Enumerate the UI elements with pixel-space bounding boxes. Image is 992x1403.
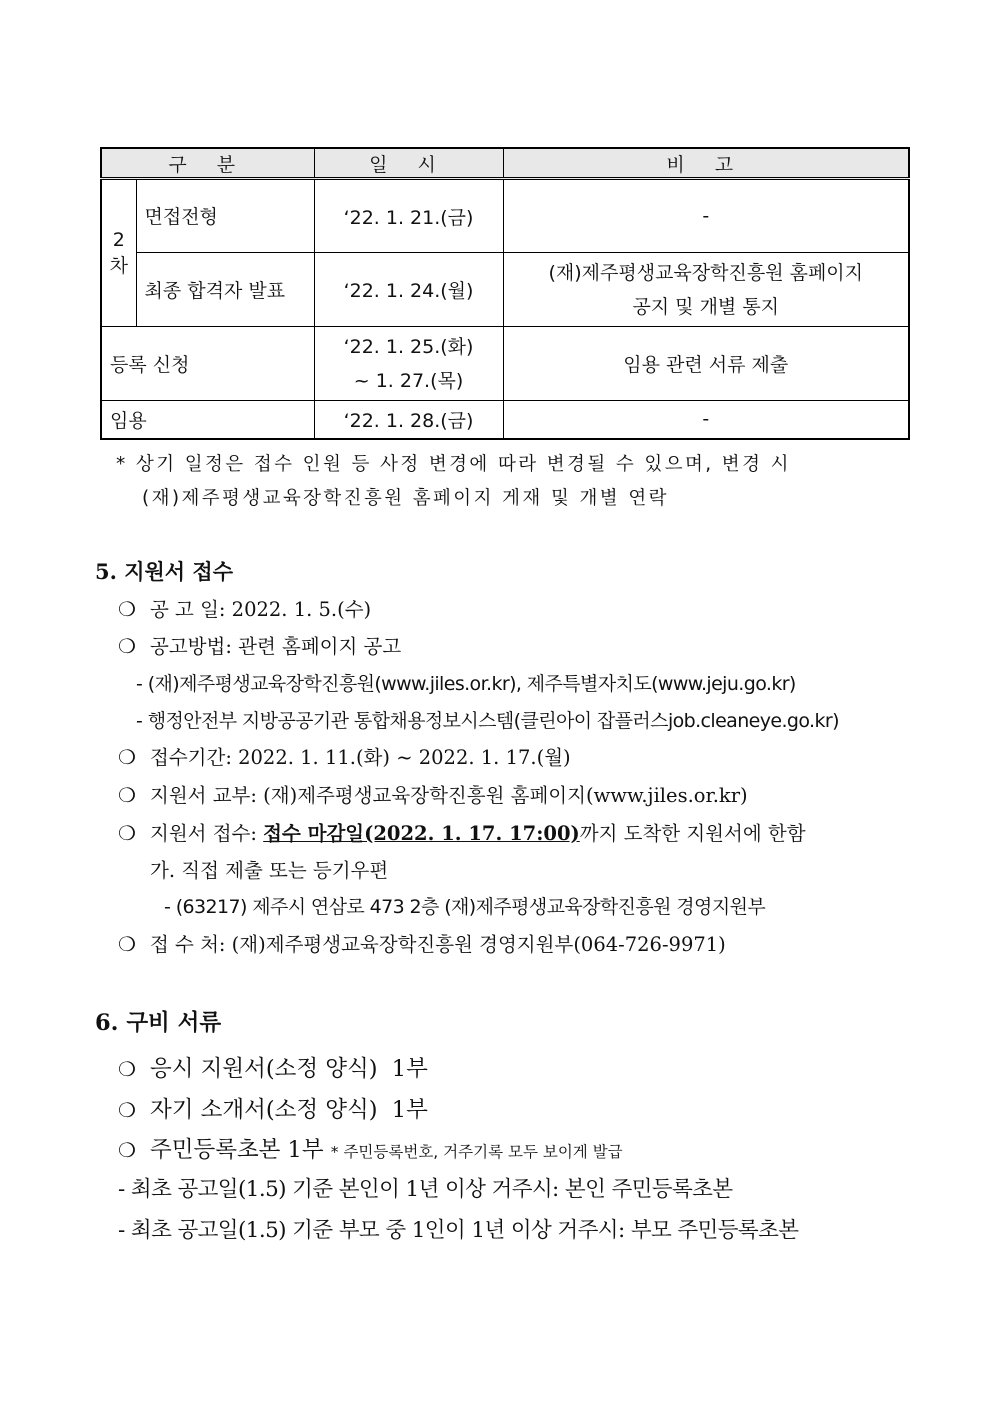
list-item: [118, 1092, 428, 1124]
table-note-line2: (재)제주평생교육장학진흥원 홈페이지 게재 및 개별 연락: [142, 488, 669, 509]
row-date-line1: ‘22. 1. 25.(화): [343, 335, 474, 358]
row-note: [503, 253, 909, 327]
header-date: 일 시: [314, 148, 503, 179]
bullet-icon: ❍: [118, 634, 136, 658]
row-note-line2: 공지 및 개별 통지: [632, 295, 780, 318]
list-item: [118, 1132, 623, 1164]
row-date: ‘22. 1. 24.(월): [314, 253, 503, 327]
bullet-icon: ❍: [118, 932, 136, 956]
schedule-table: [100, 147, 910, 440]
row-name: 임용: [101, 401, 314, 439]
row-date: ‘22. 1. 21.(금): [314, 179, 503, 253]
row-name: 면접전형: [136, 179, 314, 253]
list-item: [118, 929, 726, 957]
item-note: * 주민등록번호, 거주기록 모두 보이게 발급: [330, 1143, 623, 1161]
row-note-line1: (재)제주평생교육장학진흥원 홈페이지: [548, 261, 864, 284]
table-row: [101, 327, 909, 401]
row-note: 임용 관련 서류 제출: [503, 327, 909, 401]
row-note: -: [503, 179, 909, 253]
header-remarks: 비 고: [503, 148, 909, 179]
table-row: [101, 401, 909, 439]
list-item: [118, 818, 806, 846]
deadline-text: 접수 마감일(2022. 1. 17. 17:00): [263, 822, 580, 845]
sub-item: - 최초 공고일(1.5) 기준 본인이 1년 이상 거주시: 본인 주민등록초본: [118, 1177, 733, 1202]
bullet-icon: ❍: [118, 745, 136, 769]
row-date-line2: ~ 1. 27.(목): [353, 369, 464, 392]
list-item: [118, 594, 371, 622]
bullet-icon: ❍: [118, 1138, 136, 1162]
stage-text: 2 차: [109, 229, 128, 277]
bullet-icon: ❍: [118, 821, 136, 845]
row-note: -: [503, 401, 909, 439]
header-category: 구 분: [101, 148, 314, 179]
row-date: [314, 327, 503, 401]
item-text: 공 고 일: 2022. 1. 5.(수): [150, 598, 372, 621]
bullet-icon: ❍: [118, 597, 136, 621]
stage-label: [101, 179, 136, 327]
table-row: [101, 179, 909, 253]
item-text: 까지 도착한 지원서에 한함: [579, 822, 806, 845]
list-item: [118, 1051, 428, 1083]
bullet-icon: ❍: [118, 783, 136, 807]
section6-title: 6. 구비 서류: [95, 1010, 222, 1036]
item-text: 공고방법: 관련 홈페이지 공고: [150, 635, 402, 658]
table-note-line1: * 상기 일정은 접수 인원 등 사정 변경에 따라 변경될 수 있으며, 변경 시: [116, 454, 791, 475]
item-text: 주민등록초본 1부: [150, 1137, 324, 1163]
row-name: 최종 합격자 발표: [136, 253, 314, 327]
item-text: 접수기간: 2022. 1. 11.(화) ~ 2022. 1. 17.(월): [150, 746, 571, 769]
list-item: [118, 742, 571, 770]
list-item: [118, 780, 748, 808]
sub-item: - 최초 공고일(1.5) 기준 부모 중 1인이 1년 이상 거주시: 부모 주민등록초본: [118, 1218, 799, 1243]
item-text: 자기 소개서(소정 양식) 1부: [150, 1097, 428, 1123]
sub-item: - 행정안전부 지방공공기관 통합채용정보시스템(클린아이 잡플러스job.cleaneye.go.kr): [136, 710, 839, 732]
table-header-row: [101, 148, 909, 179]
row-date: ‘22. 1. 28.(금): [314, 401, 503, 439]
item-text: 접 수 처: (재)제주평생교육장학진흥원 경영지원부(064-726-9971): [150, 933, 726, 956]
bullet-icon: ❍: [118, 1057, 136, 1081]
table-row: [101, 253, 909, 327]
list-item: [118, 631, 401, 659]
bullet-icon: ❍: [118, 1098, 136, 1122]
item-continuation: 가. 직접 제출 또는 등기우편: [150, 859, 389, 882]
item-text: 응시 지원서(소정 양식) 1부: [150, 1056, 428, 1082]
item-text: 지원서 교부: (재)제주평생교육장학진흥원 홈페이지(www.jiles.or.kr): [150, 784, 748, 807]
sub-item: - (재)제주평생교육장학진흥원(www.jiles.or.kr), 제주특별자치도(www.jeju.go.kr): [136, 673, 796, 695]
section5-title: 5. 지원서 접수: [95, 559, 233, 584]
item-text: 지원서 접수:: [150, 822, 264, 845]
sub-item: - (63217) 제주시 연삼로 473 2층 (재)제주평생교육장학진흥원 경영지원부: [164, 896, 766, 918]
row-name: 등록 신청: [101, 327, 314, 401]
